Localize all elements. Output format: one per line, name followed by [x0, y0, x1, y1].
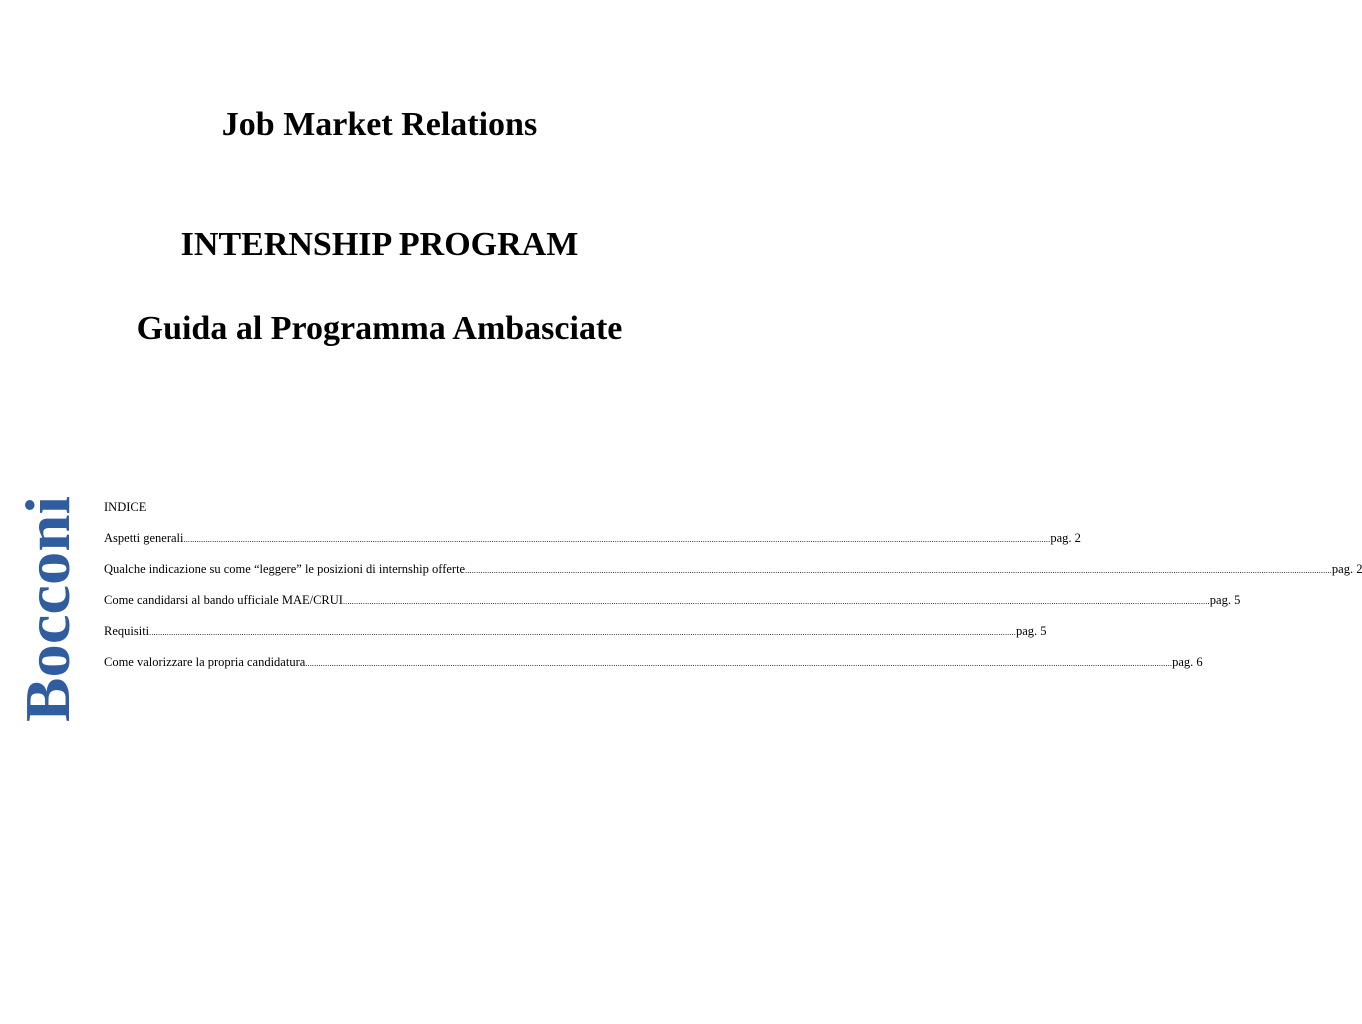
toc-leader-dots [343, 597, 1210, 606]
toc-entry-label: Come valorizzare la propria candidatura [104, 655, 306, 669]
toc-entry-page: pag. 2 [1331, 562, 1362, 576]
toc-entry-label: Aspetti generali [104, 531, 184, 545]
toc-entry-page: pag. 5 [1015, 624, 1047, 638]
svg-text:Bocconi: Bocconi [12, 505, 83, 722]
toc-entry-page: pag. 6 [1172, 655, 1203, 669]
toc-leader-dots [149, 628, 1016, 637]
toc-entry-qualche-indicazione[interactable] [104, 562, 1362, 577]
document-title: Job Market Relations [221, 106, 538, 143]
bocconi-logo [12, 494, 83, 722]
toc-entry-aspetti-generali[interactable] [104, 531, 1081, 546]
program-title: INTERNSHIP PROGRAM [180, 226, 579, 263]
toc-entry-label: Requisiti [104, 624, 150, 638]
toc-entry-label: Come candidarsi al bando ufficiale MAE/CRUI [104, 593, 343, 607]
bocconi-logo-mark [12, 494, 83, 722]
toc-entry-page: pag. 5 [1209, 593, 1241, 607]
toc-entry-come-candidarsi[interactable] [104, 593, 1241, 608]
toc-leader-dots [184, 535, 1051, 544]
toc-entry-come-valorizzare[interactable] [104, 655, 1203, 670]
guide-title: Guida al Programma Ambasciate [136, 310, 623, 347]
toc-entry-page: pag. 2 [1050, 531, 1081, 545]
toc-leader-dots [465, 566, 1332, 575]
toc-entry-requisiti[interactable] [104, 624, 1047, 639]
toc-leader-dots [305, 659, 1172, 668]
toc-heading: INDICE [104, 500, 147, 514]
toc-entry-label: Qualche indicazione su come “leggere” le posizioni di internship offerte [104, 562, 466, 576]
